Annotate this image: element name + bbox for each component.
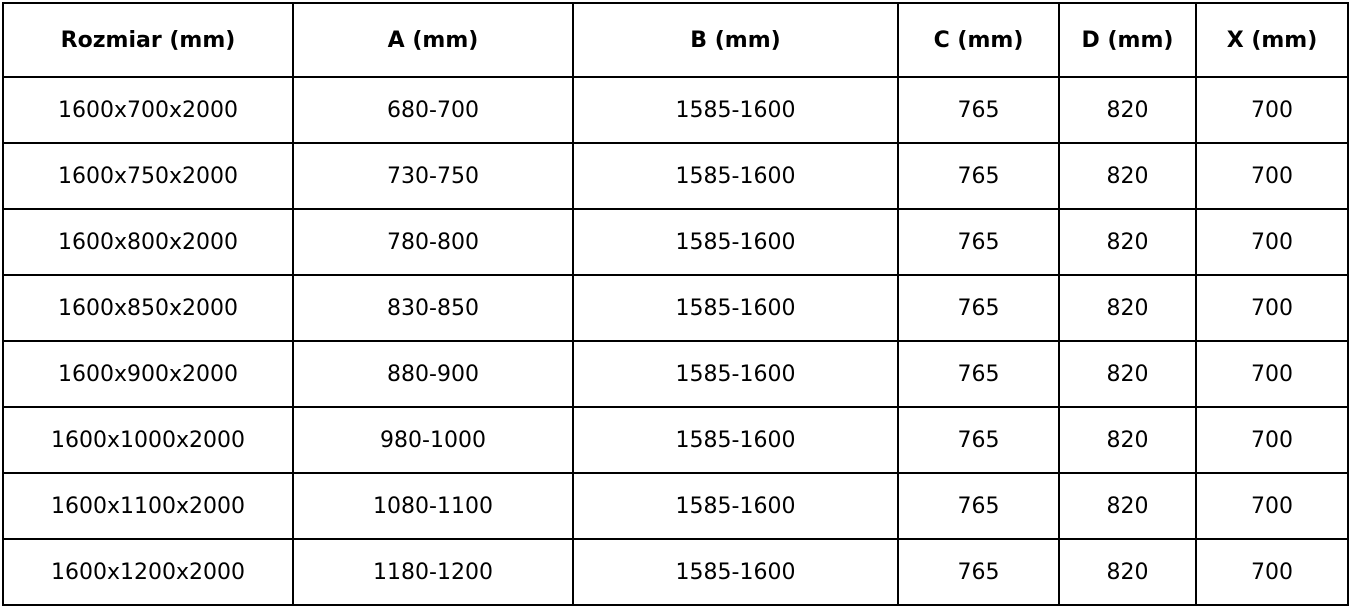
table-row: [3, 341, 1348, 407]
cell-a: 830-850: [293, 275, 573, 341]
cell-c: 765: [898, 341, 1059, 407]
table-header-row: [3, 3, 1348, 77]
cell-a: 1080-1100: [293, 473, 573, 539]
cell-c: 765: [898, 143, 1059, 209]
table-body: [3, 77, 1348, 605]
cell-x: 700: [1196, 539, 1348, 605]
cell-c: 765: [898, 77, 1059, 143]
cell-rozmiar: 1600x1000x2000: [3, 407, 293, 473]
cell-x: 700: [1196, 77, 1348, 143]
cell-b: 1585-1600: [573, 539, 898, 605]
cell-b: 1585-1600: [573, 77, 898, 143]
cell-d: 820: [1059, 209, 1196, 275]
column-header-x: X (mm): [1196, 3, 1348, 77]
table-row: [3, 407, 1348, 473]
cell-b: 1585-1600: [573, 143, 898, 209]
cell-rozmiar: 1600x750x2000: [3, 143, 293, 209]
cell-x: 700: [1196, 473, 1348, 539]
column-header-rozmiar: Rozmiar (mm): [3, 3, 293, 77]
table-header: [3, 3, 1348, 77]
cell-c: 765: [898, 209, 1059, 275]
cell-b: 1585-1600: [573, 407, 898, 473]
cell-a: 980-1000: [293, 407, 573, 473]
cell-rozmiar: 1600x700x2000: [3, 77, 293, 143]
cell-d: 820: [1059, 473, 1196, 539]
cell-d: 820: [1059, 341, 1196, 407]
table-row: [3, 539, 1348, 605]
cell-a: 880-900: [293, 341, 573, 407]
cell-x: 700: [1196, 209, 1348, 275]
cell-rozmiar: 1600x900x2000: [3, 341, 293, 407]
cell-c: 765: [898, 539, 1059, 605]
cell-x: 700: [1196, 143, 1348, 209]
cell-b: 1585-1600: [573, 341, 898, 407]
cell-rozmiar: 1600x1100x2000: [3, 473, 293, 539]
column-header-b: B (mm): [573, 3, 898, 77]
cell-rozmiar: 1600x850x2000: [3, 275, 293, 341]
cell-a: 1180-1200: [293, 539, 573, 605]
cell-b: 1585-1600: [573, 473, 898, 539]
cell-d: 820: [1059, 407, 1196, 473]
cell-b: 1585-1600: [573, 275, 898, 341]
cell-c: 765: [898, 275, 1059, 341]
table-row: [3, 77, 1348, 143]
table-row: [3, 473, 1348, 539]
column-header-a: A (mm): [293, 3, 573, 77]
cell-a: 780-800: [293, 209, 573, 275]
cell-x: 700: [1196, 275, 1348, 341]
table-row: [3, 209, 1348, 275]
table-row: [3, 275, 1348, 341]
cell-b: 1585-1600: [573, 209, 898, 275]
cell-a: 680-700: [293, 77, 573, 143]
cell-d: 820: [1059, 275, 1196, 341]
spec-table-container: [0, 2, 1351, 589]
cell-d: 820: [1059, 143, 1196, 209]
cell-rozmiar: 1600x1200x2000: [3, 539, 293, 605]
cell-c: 765: [898, 473, 1059, 539]
cell-a: 730-750: [293, 143, 573, 209]
cell-x: 700: [1196, 341, 1348, 407]
dimensions-table: [2, 2, 1349, 606]
column-header-c: C (mm): [898, 3, 1059, 77]
cell-d: 820: [1059, 77, 1196, 143]
table-row: [3, 143, 1348, 209]
column-header-d: D (mm): [1059, 3, 1196, 77]
cell-x: 700: [1196, 407, 1348, 473]
cell-c: 765: [898, 407, 1059, 473]
cell-rozmiar: 1600x800x2000: [3, 209, 293, 275]
cell-d: 820: [1059, 539, 1196, 605]
